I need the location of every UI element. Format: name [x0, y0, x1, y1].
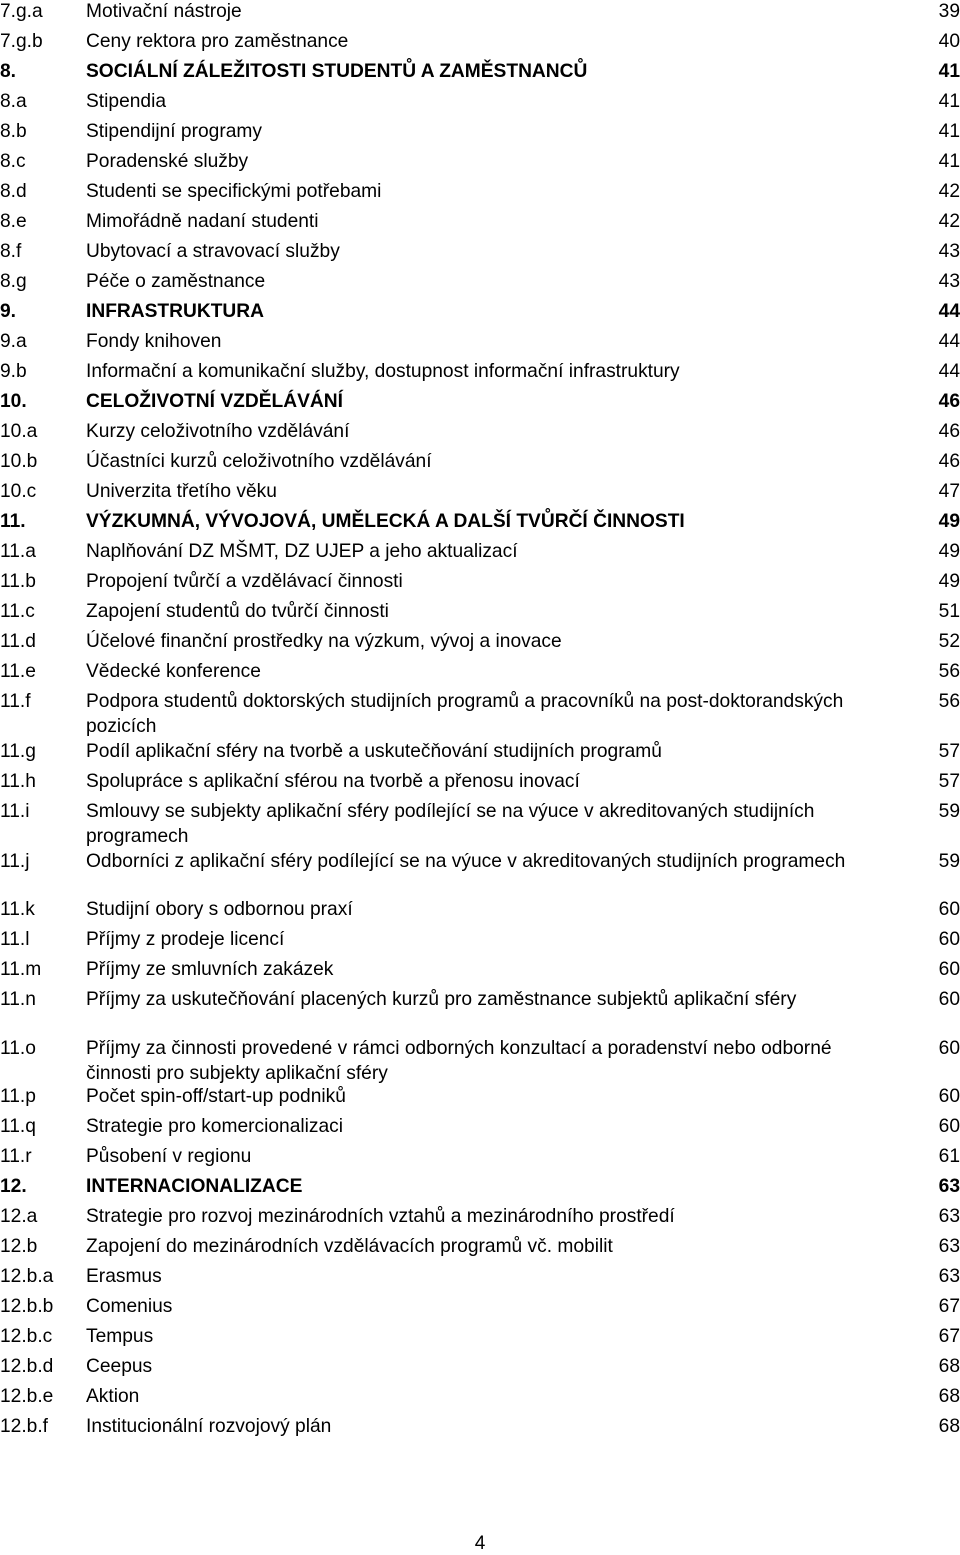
toc-entry-title: Péče o zaměstnance [86, 271, 266, 292]
toc-entry-number: 8.g [0, 271, 27, 292]
toc-entry-title: Motivační nástroje [86, 1, 242, 22]
toc-entry-number: 8.f [0, 241, 22, 262]
toc-entry-title: Mimořádně nadaní studenti [86, 211, 319, 232]
toc-entry-number: 8.d [0, 181, 27, 202]
toc-entry-page: 59 [938, 801, 960, 822]
toc-entry-title: Příjmy z prodeje licencí [86, 929, 285, 950]
toc-entry-page: 67 [938, 1296, 960, 1317]
toc-entry-number: 11.e [0, 661, 36, 682]
toc-entry-title: Propojení tvůrčí a vzdělávací činnosti [86, 571, 403, 592]
toc-entry-page: 68 [938, 1386, 960, 1407]
toc-entry-title: Ceepus [86, 1356, 153, 1377]
toc-entry-number: 9.b [0, 361, 27, 382]
toc-entry-number: 11.a [0, 541, 36, 562]
toc-entry-page: 41 [938, 91, 960, 112]
toc-entry-number: 11.p [0, 1086, 36, 1107]
toc-entry-number: 11.q [0, 1116, 36, 1137]
toc-entry-title: SOCIÁLNÍ ZÁLEŽITOSTI STUDENTŮ A ZAMĚSTNANCŮ [86, 61, 588, 82]
toc-entry-page: 60 [938, 1116, 960, 1137]
toc-entry-number: 11.i [0, 801, 30, 822]
toc-entry-title: Tempus [86, 1326, 154, 1347]
toc-entry-number: 12. [0, 1176, 27, 1197]
toc-entry-title: Zapojení do mezinárodních vzdělávacích programů vč. mobilit [86, 1236, 613, 1257]
toc-entry-title: Informační a komunikační služby, dostupnost informační infrastruktury [86, 361, 680, 382]
toc-entry-title: Erasmus [86, 1266, 162, 1287]
toc-entry-title: Působení v regionu [86, 1146, 252, 1167]
toc-entry-page: 39 [938, 1, 960, 22]
toc-entry-title: Zapojení studentů do tvůrčí činnosti [86, 601, 389, 622]
toc-entry-title: Stipendijní programy [86, 121, 262, 142]
toc-entry-number: 12.b.c [0, 1326, 53, 1347]
toc-entry-title: CELOŽIVOTNÍ VZDĚLÁVÁNÍ [86, 391, 343, 412]
toc-entry-title: Strategie pro komercionalizaci [86, 1116, 344, 1137]
toc-entry-number: 12.b.f [0, 1416, 49, 1437]
toc-entry-page: 67 [938, 1326, 960, 1347]
toc-entry-page: 60 [938, 1038, 960, 1059]
toc-entry-page: 60 [938, 899, 960, 920]
toc-entry-page: 57 [938, 771, 960, 792]
toc-entry-number: 11.c [0, 601, 35, 622]
toc-entry-title: Příjmy ze smluvních zakázek [86, 959, 334, 980]
toc-entry-page: 41 [938, 121, 960, 142]
toc-entry-number: 7.g.a [0, 1, 43, 22]
toc-entry-page: 46 [938, 391, 960, 412]
toc-entry-number: 9. [0, 301, 17, 322]
toc-entry-page: 42 [938, 181, 960, 202]
toc-entry-title: Smlouvy se subjekty aplikační sféry podílející se na výuce v akreditovaných studijních programech [86, 801, 815, 847]
toc-entry-page: 42 [938, 211, 960, 232]
toc-entry-page: 56 [938, 661, 960, 682]
toc-entry-number: 11. [0, 511, 26, 532]
toc-entry-number: 9.a [0, 331, 27, 352]
toc-entry-title: Studenti se specifickými potřebami [86, 181, 382, 202]
toc-entry-title: Vědecké konference [86, 661, 261, 682]
toc-entry-title: INFRASTRUKTURA [86, 301, 264, 322]
toc-entry-number: 12.b.d [0, 1356, 54, 1377]
toc-entry-page: 49 [938, 511, 960, 532]
toc-entry-number: 8. [0, 61, 17, 82]
toc-entry-page: 63 [938, 1176, 960, 1197]
toc-entry-page: 46 [938, 451, 960, 472]
toc-entry-page: 68 [938, 1416, 960, 1437]
toc-entry-title: VÝZKUMNÁ, VÝVOJOVÁ, UMĚLECKÁ A DALŠÍ TVŮRČÍ ČINNOSTI [86, 511, 685, 532]
toc-entry-page: 56 [938, 691, 960, 712]
toc-entry-title: Odborníci z aplikační sféry podílející se na výuce v akreditovaných studijních programech [86, 851, 846, 872]
toc-entry-title: Institucionální rozvojový plán [86, 1416, 332, 1437]
toc-entry-title: Ceny rektora pro zaměstnance [86, 31, 349, 52]
toc-entry-number: 11.l [0, 929, 30, 950]
toc-entry-page: 44 [938, 331, 960, 352]
toc-entry-title: Spolupráce s aplikační sférou na tvorbě a přenosu inovací [86, 771, 580, 792]
toc-entry-page: 63 [938, 1236, 960, 1257]
toc-entry-number: 11.b [0, 571, 36, 592]
toc-entry-page: 44 [938, 361, 960, 382]
toc-entry-number: 12.a [0, 1206, 38, 1227]
toc-entry-title: Poradenské služby [86, 151, 249, 172]
toc-entry-page: 47 [938, 481, 960, 502]
toc-entry-page: 60 [938, 929, 960, 950]
toc-entry-number: 11.n [0, 989, 36, 1010]
toc-entry-page: 60 [938, 989, 960, 1010]
toc-entry-title: Comenius [86, 1296, 173, 1317]
toc-entry-page: 61 [938, 1146, 960, 1167]
toc-entry-number: 8.b [0, 121, 27, 142]
toc-entry-page: 68 [938, 1356, 960, 1377]
toc-entry-page: 60 [938, 1086, 960, 1107]
toc-entry-title: Studijní obory s odbornou praxí [86, 899, 353, 920]
toc-entry-number: 11.o [0, 1038, 36, 1059]
toc-entry-number: 12.b.a [0, 1266, 54, 1287]
toc-entry-page: 41 [938, 61, 960, 82]
toc-entry-page: 63 [938, 1206, 960, 1227]
toc-entry-number: 12.b.e [0, 1386, 54, 1407]
toc-entry-title: Účelové finanční prostředky na výzkum, vývoj a inovace [86, 631, 562, 652]
toc-entry-page: 49 [938, 541, 960, 562]
toc-entry-number: 7.g.b [0, 31, 43, 52]
toc-entry-page: 46 [938, 421, 960, 442]
toc-entry-title: Kurzy celoživotního vzdělávání [86, 421, 350, 442]
toc-entry-number: 11.k [0, 899, 35, 920]
toc-entry-title: Strategie pro rozvoj mezinárodních vztahů a mezinárodního prostředí [86, 1206, 675, 1227]
toc-entry-page: 40 [938, 31, 960, 52]
toc-entry-title: Podíl aplikační sféry na tvorbě a uskutečňování studijních programů [86, 741, 662, 762]
toc-entry-title: INTERNACIONALIZACE [86, 1176, 303, 1197]
toc-entry-number: 10.a [0, 421, 38, 442]
toc-entry-number: 11.m [0, 959, 42, 980]
toc-entry-title: Příjmy za činnosti provedené v rámci odborných konzultací a poradenství nebo odborné činnosti pro subjekty aplikační sféry [86, 1038, 832, 1084]
page-number: 4 [474, 1533, 486, 1554]
toc-entry-page: 43 [938, 271, 960, 292]
toc-entry-page: 63 [938, 1266, 960, 1287]
toc-entry-number: 10.b [0, 451, 38, 472]
toc-entry-number: 11.f [0, 691, 31, 712]
toc-entry-page: 52 [938, 631, 960, 652]
toc-entry-number: 10.c [0, 481, 37, 502]
toc-entry-page: 51 [938, 601, 960, 622]
toc-entry-page: 43 [938, 241, 960, 262]
toc-entry-number: 11.r [0, 1146, 32, 1167]
toc-entry-title: Naplňování DZ MŠMT, DZ UJEP a jeho aktualizací [86, 541, 518, 562]
toc-entry-title: Fondy knihoven [86, 331, 222, 352]
toc-entry-title: Podpora studentů doktorských studijních programů a pracovníků na post-doktorandských pozicích [86, 691, 844, 737]
toc-entry-number: 8.e [0, 211, 27, 232]
toc-entry-title: Příjmy za uskutečňování placených kurzů pro zaměstnance subjektů aplikační sféry [86, 989, 797, 1010]
toc-entry-page: 57 [938, 741, 960, 762]
toc-entry-number: 11.d [0, 631, 36, 652]
toc-entry-number: 10. [0, 391, 27, 412]
toc-entry-number: 8.c [0, 151, 26, 172]
toc-entry-number: 11.g [0, 741, 36, 762]
toc-entry-page: 44 [938, 301, 960, 322]
toc-entry-title: Stipendia [86, 91, 167, 112]
toc-entry-number: 11.j [0, 851, 30, 872]
toc-entry-page: 59 [938, 851, 960, 872]
toc-entry-number: 11.h [0, 771, 36, 792]
toc-entry-title: Počet spin-off/start-up podniků [86, 1086, 346, 1107]
toc-entry-number: 12.b [0, 1236, 38, 1257]
toc-entry-page: 49 [938, 571, 960, 592]
toc-entry-number: 8.a [0, 91, 27, 112]
toc-entry-page: 60 [938, 959, 960, 980]
toc-entry-number: 12.b.b [0, 1296, 54, 1317]
toc-entry-page: 41 [938, 151, 960, 172]
toc-entry-title: Účastníci kurzů celoživotního vzdělávání [86, 451, 432, 472]
toc-entry-title: Univerzita třetího věku [86, 481, 277, 502]
toc-entry-title: Ubytovací a stravovací služby [86, 241, 340, 262]
toc-entry-title: Aktion [86, 1386, 140, 1407]
